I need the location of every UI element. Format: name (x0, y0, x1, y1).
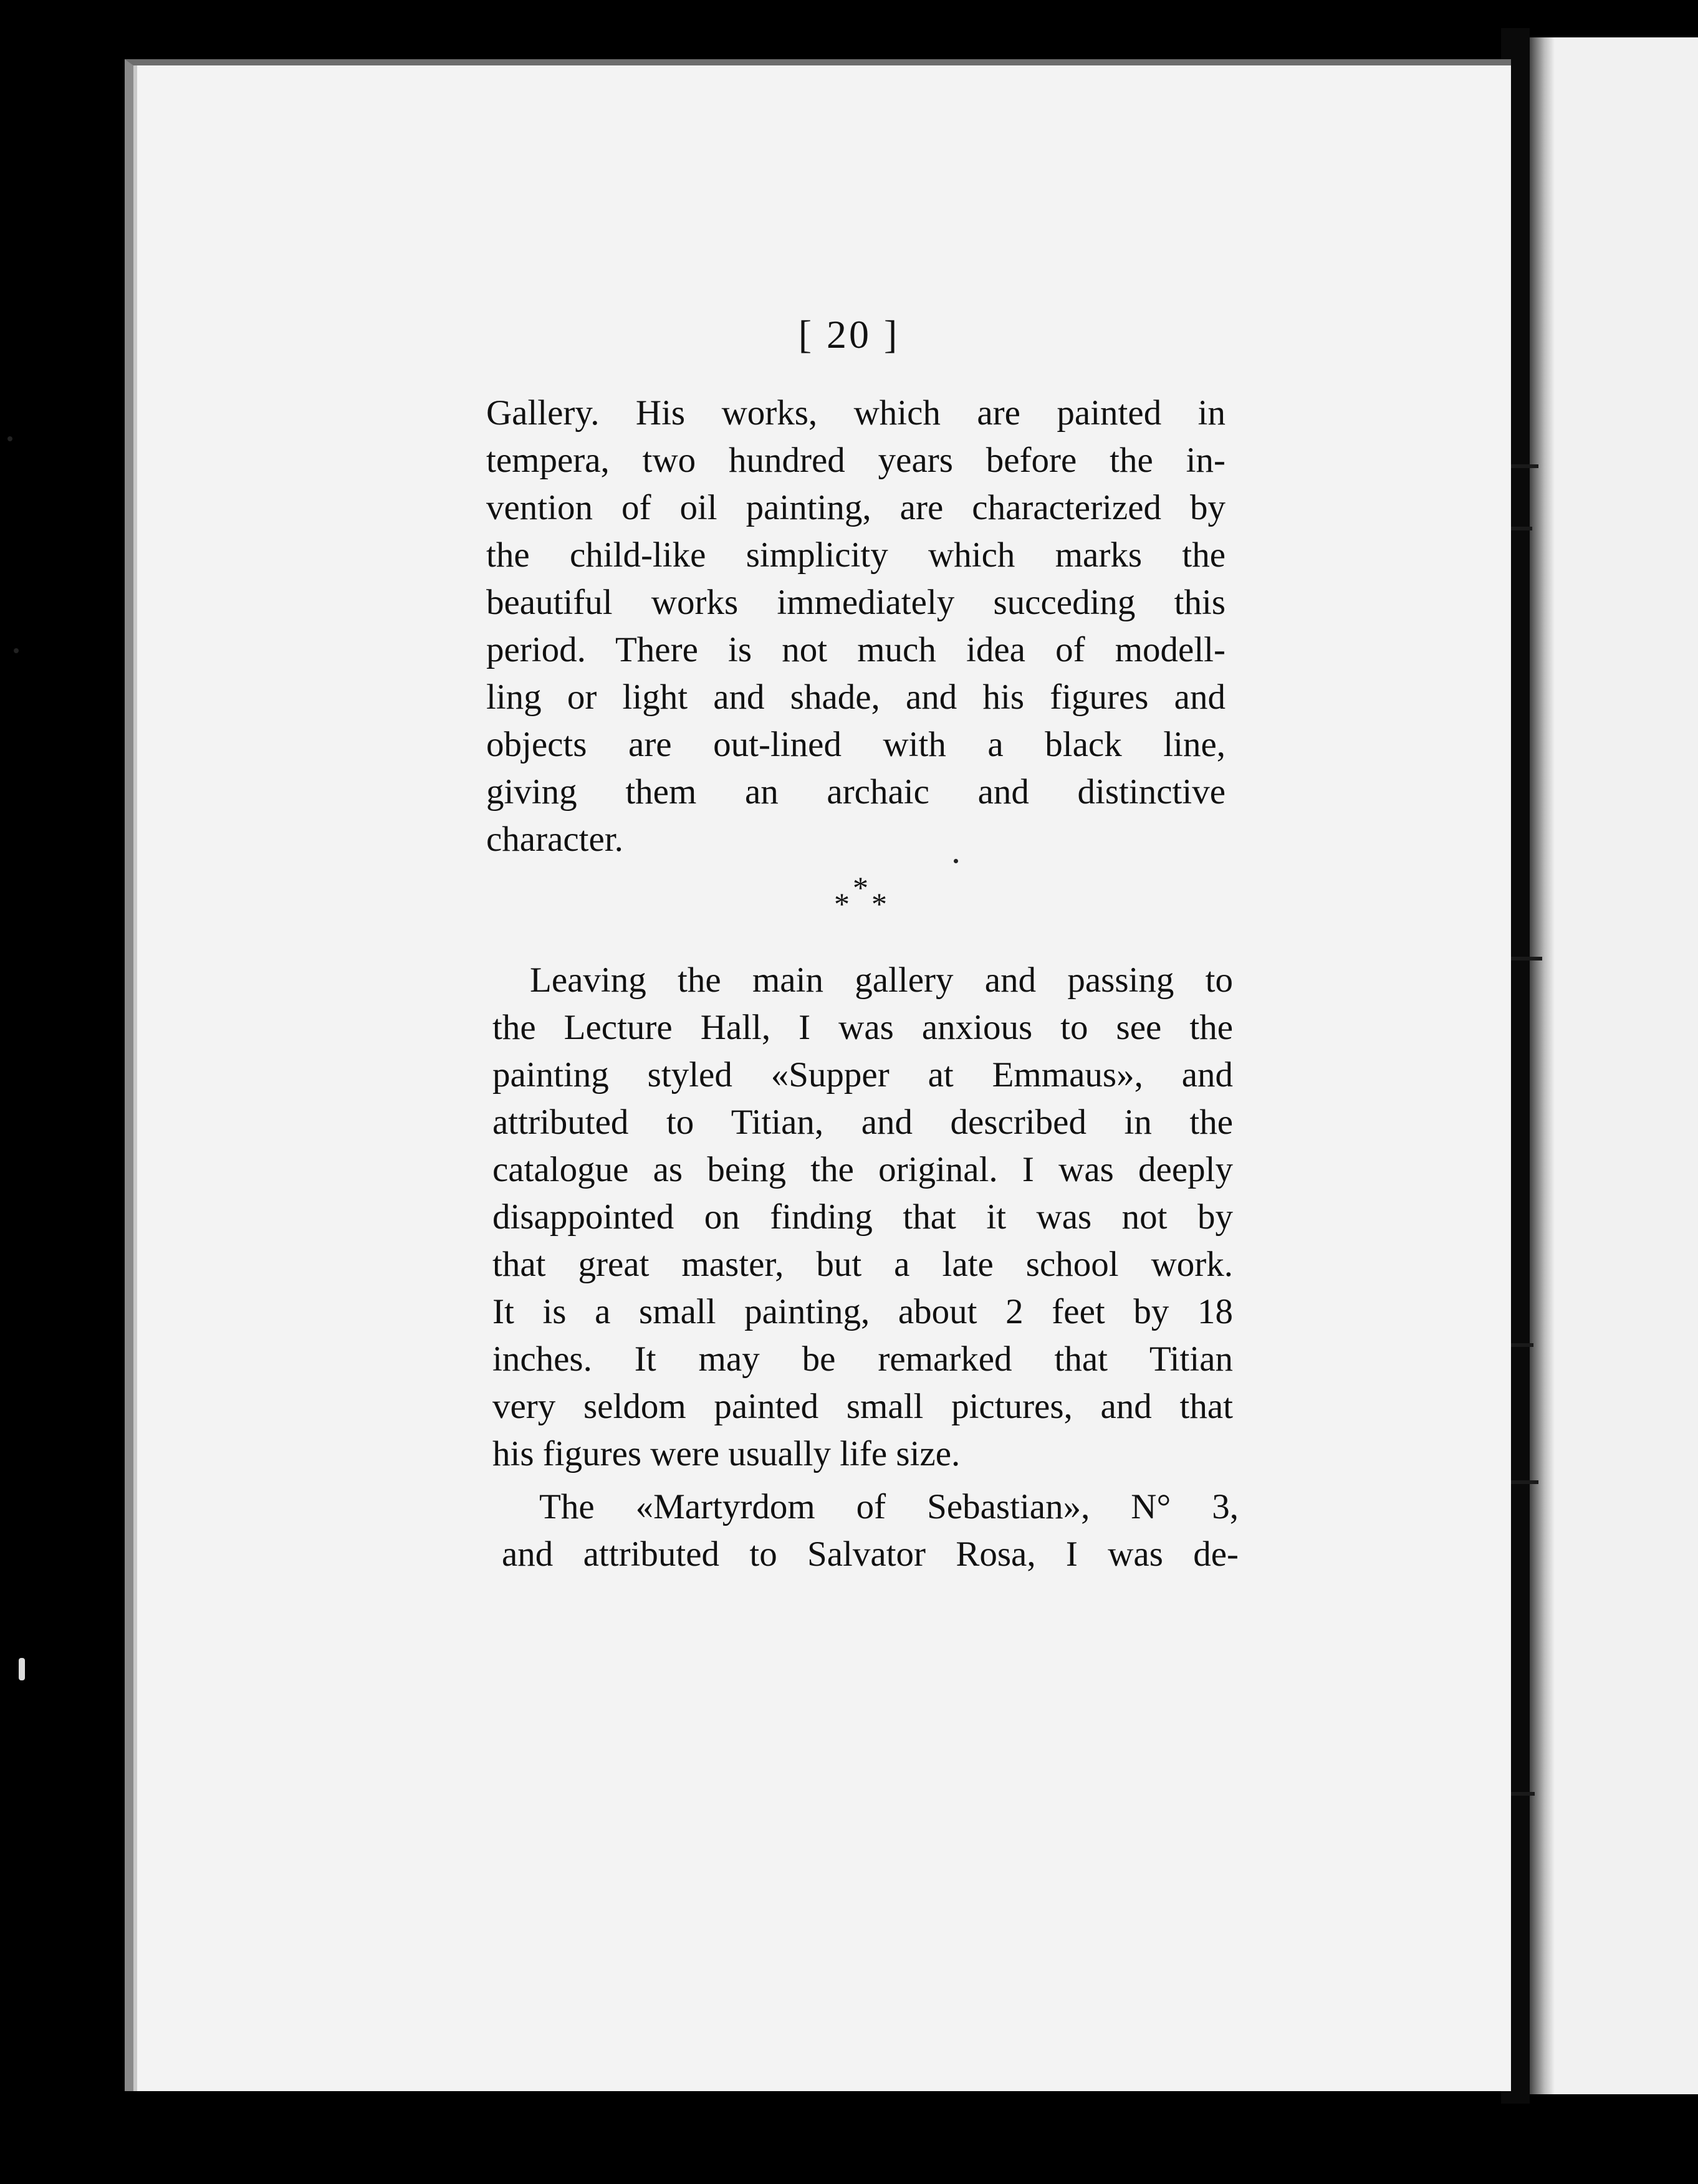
scan-speck (7, 436, 12, 441)
asterism-star: * (871, 886, 887, 921)
text-line: very seldom painted small pictures, and that (492, 1387, 1233, 1426)
paragraph-continued (486, 390, 1226, 863)
text-line: the Lecture Hall, I was anxious to see the (492, 1008, 1233, 1047)
text-line: catalogue as being the original. I was deeply (492, 1150, 1233, 1189)
text-line: attributed to Titian, and described in the (492, 1103, 1233, 1142)
page-number: [ 20 ] (798, 312, 900, 357)
text-line: painting styled «Supper at Emmaus», and (492, 1055, 1233, 1094)
text-line: disappointed on finding that it was not by (492, 1197, 1233, 1237)
text-line: beautiful works immediately succeding this (486, 583, 1226, 622)
text-line: Leaving the main gallery and passing to (530, 960, 1233, 1000)
text-line: The «Martyrdom of Sebastian», N° 3, (539, 1487, 1239, 1526)
paragraph-martyrdom (502, 1483, 1239, 1578)
text-line: It is a small painting, about 2 feet by 18 (492, 1292, 1233, 1331)
text-line: vention of oil painting, are characterized by (486, 488, 1226, 527)
scan-speck (954, 859, 958, 863)
asterism-star: * (834, 886, 850, 921)
text-line: tempera, two hundred years before the in- (486, 441, 1226, 480)
text-line: his figures were usually life size. (492, 1434, 961, 1473)
asterism-separator (829, 869, 904, 926)
text-line: the child-like simplicity which marks the (486, 535, 1226, 575)
text-line: and attributed to Salvator Rosa, I was de- (502, 1535, 1239, 1574)
text-line: that great master, but a late school work. (492, 1245, 1233, 1284)
asterism-star: * (853, 870, 868, 905)
text-line: objects are out-lined with a black line, (486, 725, 1226, 764)
scan-speck (19, 1658, 25, 1680)
text-line: giving them an archaic and distinctive (486, 772, 1226, 812)
text-line: ling or light and shade, and his figures and (486, 678, 1226, 717)
text-line: period. There is not much idea of modell- (486, 630, 1226, 669)
text-line: character. (486, 820, 623, 859)
scan-speck (14, 648, 19, 653)
paragraph-lecture-hall (492, 957, 1233, 1478)
text-line: inches. It may be remarked that Titian (492, 1339, 1233, 1379)
text-line: Gallery. His works, which are painted in (486, 393, 1226, 433)
